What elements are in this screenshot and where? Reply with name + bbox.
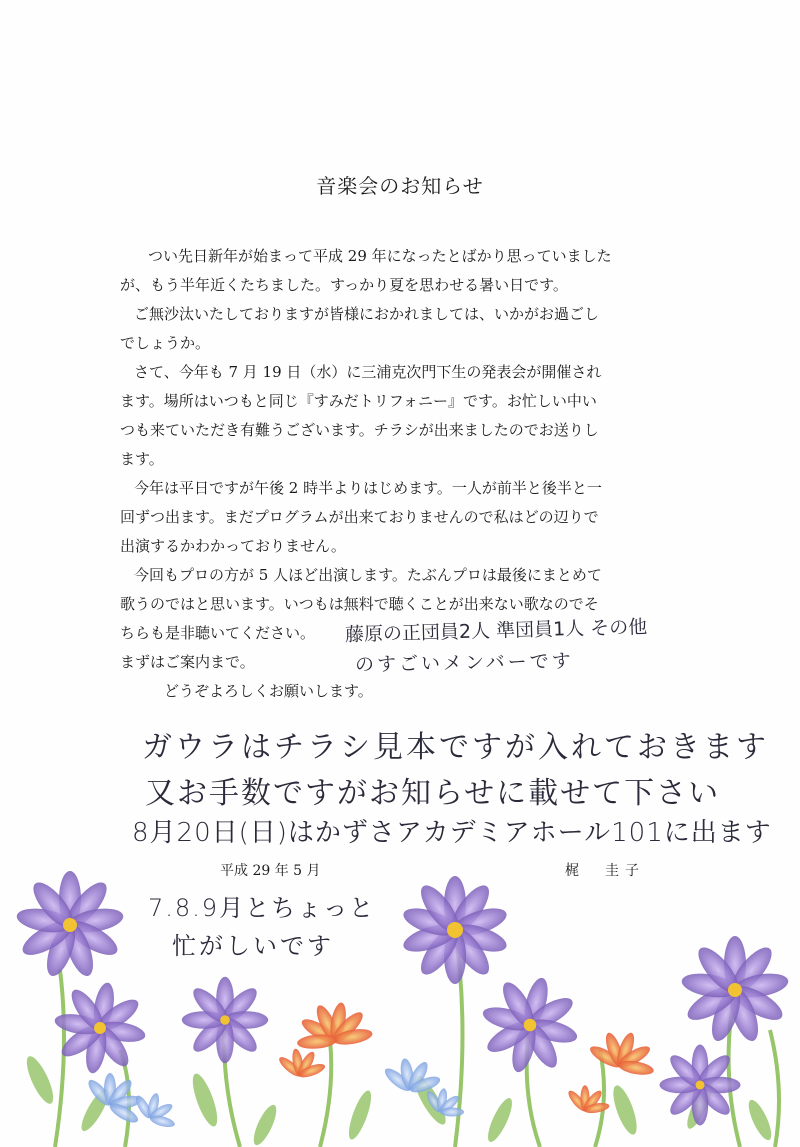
handwritten-note: ガウラはチラシ見本ですが入れておきます	[142, 730, 769, 765]
handwritten-note: 8月20日(日)はかずさアカデミアホール101に出ます	[132, 818, 772, 848]
flower-border-illustration	[0, 850, 800, 1147]
handwritten-note: のすごいメンバーです	[354, 650, 574, 676]
body-line: ます。場所はいつもと同じ『すみだトリフォニー』です。お忙しい中い	[120, 392, 597, 410]
body-line: ます。	[120, 450, 164, 468]
letter-title: 音楽会のお知らせ	[316, 174, 484, 198]
body-line: さて、今年も 7 月 19 日（水）に三浦克次門下生の発表会が開催され	[134, 363, 602, 381]
handwritten-note: 7.8.9月とちょっと	[148, 894, 376, 922]
body-line: 歌うのではと思います。いつもは無料で聴くことが出来ない歌なのでそ	[120, 595, 599, 613]
body-line: ちらも是非聴いてください。	[120, 624, 316, 642]
body-line: まずはご案内まで。	[120, 653, 255, 671]
body-line: 出演するかわかっておりません。	[120, 537, 346, 555]
body-line: でしょうか。	[120, 334, 211, 352]
body-line: つい先日新年が始まって平成 29 年になったとばかり思っていました	[148, 247, 612, 265]
body-line: つも来ていただき有難うございます。チラシが出来ましたのでお送りし	[120, 421, 599, 439]
letter-signature: 梶 圭子	[565, 863, 645, 879]
letter-date: 平成 29 年 5 月	[220, 863, 321, 879]
handwritten-note: 忙がしいです	[172, 932, 334, 960]
body-line: 回ずつ出ます。まだプログラムが出来ておりませんので私はどの辺りで	[120, 508, 599, 526]
handwritten-note: 藤原の正団員2人 準団員1人 その他	[344, 616, 648, 646]
handwritten-note: 又お手数ですがお知らせに載せて下さい	[145, 776, 721, 811]
body-line: 今年は平日ですが午後 2 時半よりはじめます。一人が前半と後半と一	[134, 479, 602, 497]
body-line: 今回もプロの方が 5 人ほど出演します。たぶんプロは最後にまとめて	[134, 566, 602, 584]
body-line: ご無沙汰いたしておりますが皆様におかれましては、いかがお過ごし	[134, 305, 600, 323]
body-line: どうぞよろしくお願いします。	[164, 682, 373, 700]
body-line: が、もう半年近くたちました。すっかり夏を思わせる暑い日です。	[120, 276, 568, 294]
